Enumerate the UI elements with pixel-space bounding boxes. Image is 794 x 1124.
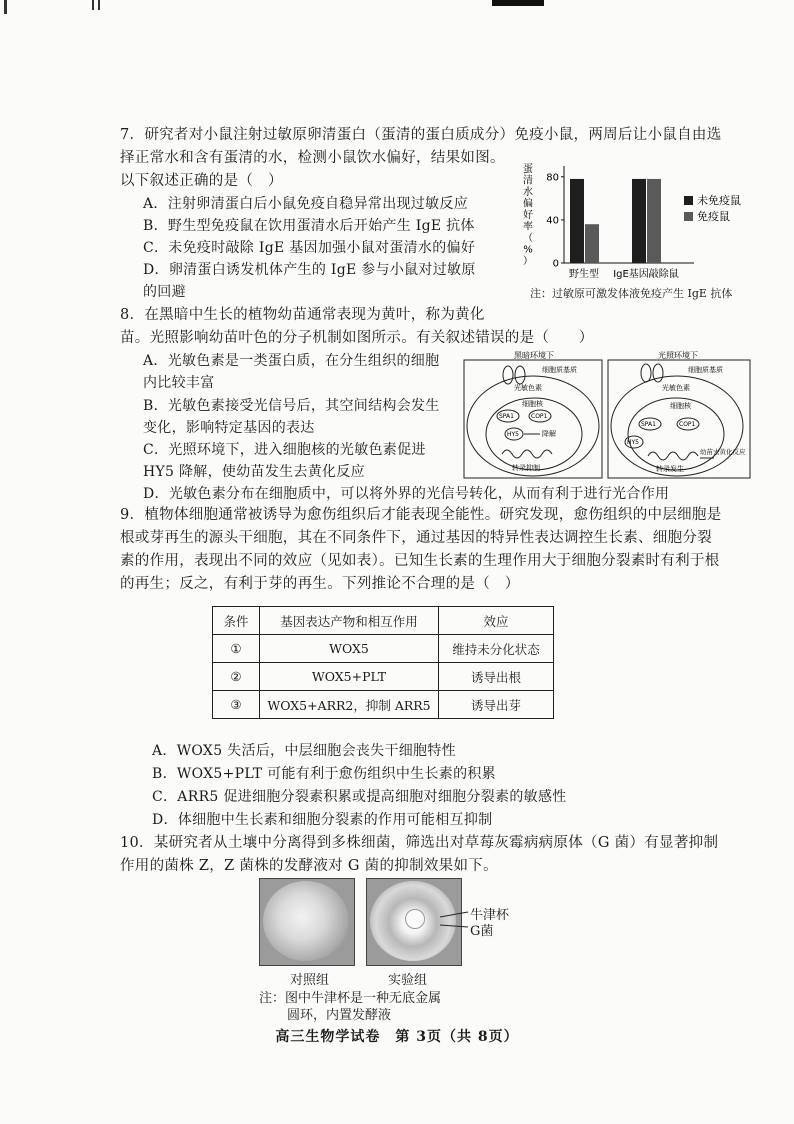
legend (684, 193, 741, 223)
q9-line-2: 根或芽再生的源头干细胞，其在不同条件下，通过基因的特异性表达调控生长素、细胞分裂 (120, 530, 712, 546)
table-cell: WOX5 (260, 635, 439, 663)
table-row (213, 663, 554, 691)
page-footer: 高三生物学试卷 第 3页（共 8页） (275, 1029, 519, 1045)
caption-experiment: 实验组 (388, 973, 428, 988)
bar-unimmunized (632, 179, 646, 263)
dark-tx-label: 转录抑制 (512, 464, 540, 472)
table-row (213, 635, 554, 663)
q7-line-3: 以下叙述正确的是（ ） (120, 173, 283, 189)
label-oxford-cup: 牛津杯 (470, 908, 510, 923)
q10-note-line-2: 圆环，内置发酵液 (287, 1008, 392, 1023)
preference-bar-chart (518, 160, 774, 285)
y-axis-label-char: （ (523, 233, 533, 244)
light-deetiolation-label: 幼苗去黄化反应 (700, 448, 746, 456)
scan-mark-left2 (92, 0, 94, 10)
y-axis-label-char: 好 (523, 210, 533, 221)
q8-line-2: 苗。光照影响幼苗叶色的分子机制如图所示。有关叙述错误的是（ ） (120, 330, 594, 346)
q8-option-b-cont: 变化，影响特定基因的表达 (143, 420, 315, 436)
y-axis-label-char: 偏 (523, 198, 533, 210)
y-axis-label-char: 蛋 (523, 164, 533, 175)
control-dish-photo (259, 878, 355, 966)
q9-table (212, 606, 554, 719)
dark-membrane-label: 细胞质基质 (542, 366, 577, 374)
scan-mark-left (4, 0, 7, 14)
table-cell: WOX5+ARR2，抑制 ARR5 (260, 691, 439, 719)
scan-mark-top (492, 0, 544, 6)
y-axis-label-char: 水 (523, 187, 533, 198)
light-tx-label: 转录发生 (656, 465, 684, 473)
light-dna (648, 452, 698, 460)
table-header-cell: 基因表达产物和相互作用 (260, 607, 439, 635)
q8-option-b: B．光敏色素接受光信号后，其空间结构会发生 (143, 398, 440, 414)
dark-title: 黑暗环境下 (514, 351, 554, 360)
q7-option-a: A．注射卵清蛋白后小鼠免疫自稳异常出现过敏反应 (143, 196, 469, 212)
legend-label: 未免疫鼠 (697, 194, 741, 207)
label-line-g (440, 925, 468, 927)
dark-pigment-label: 光敏色素 (514, 384, 542, 392)
q7-option-b: B．野生型免疫鼠在饮用蛋清水后开始产生 IgE 抗体 (143, 218, 475, 234)
y-tick-label: 80 (546, 172, 559, 184)
q10-line-1: 10．某研究者从土壤中分离得到多株细菌，筛选出对草莓灰霉病病原体（G 菌）有显著抑制 (120, 835, 719, 851)
light-nucleus-label: 细胞核 (670, 402, 691, 410)
q8-option-d: D．光敏色素分布在细胞质中，可以将外界的光信号转化，从而有利于进行光合作用 (143, 486, 670, 502)
label-line-cup (440, 912, 468, 917)
table-row (213, 691, 554, 719)
q7-line-2: 择正常水和含有蛋清的水，检测小鼠饮水偏好，结果如图。 (120, 150, 505, 166)
dark-pigment-1 (503, 366, 513, 384)
table-cell: ② (213, 663, 260, 691)
dark-degrade-label: 降解 (542, 430, 556, 438)
category-label: IgE基因敲除鼠 (613, 269, 679, 280)
q8-option-c: C．光照环境下，进入细胞核的光敏色素促进 (143, 442, 426, 458)
light-title: 光照环境下 (658, 351, 698, 360)
q10-note-line-1: 注：图中牛津杯是一种无底金属 (259, 991, 442, 1006)
oxford-cup (405, 909, 425, 929)
q9-option-a: A．WOX5 失活后，中层细胞会丧失干细胞特性 (152, 743, 456, 759)
dark-cop-label: COP1 (531, 413, 548, 420)
light-hy5-label: HY5 (627, 439, 639, 446)
control-dish (263, 881, 349, 961)
q7-line-1: 7．研究者对小鼠注射过敏原卵清蛋白（蛋清的蛋白质成分）免疫小鼠，两周后让小鼠自由选 (120, 127, 722, 143)
q9-line-1: 9．植物体细胞通常被诱导为愈伤组织后才能表现全能性。研究发现，愈伤组织的中层细胞是 (120, 507, 722, 523)
y-tick-label: 40 (546, 215, 559, 227)
phytochrome-diagram (462, 350, 774, 480)
table-header-cell: 效应 (439, 607, 554, 635)
q8-option-a: A．光敏色素是一类蛋白质，在分生组织的细胞 (143, 353, 440, 369)
q9-option-b: B．WOX5+PLT 可能有利于愈伤组织中生长素的积累 (152, 766, 496, 782)
legend-label: 免疫鼠 (697, 210, 730, 223)
light-pigment-label: 光敏色素 (662, 384, 690, 392)
q9-option-c: C．ARR5 促进细胞分裂素积累或提高细胞对细胞分裂素的敏感性 (152, 789, 567, 805)
q9-line-3: 素的作用，表现出不同的效应（见如表）。已知生长素的生理作用大于细胞分裂素时有利于根 (120, 553, 720, 569)
q9-option-d: D．体细胞中生长素和细胞分裂素的作用可能相互抑制 (152, 812, 493, 828)
light-cop-label: COP1 (679, 421, 696, 428)
scan-mark-left3 (98, 0, 100, 10)
table-cell: 诱导出芽 (439, 691, 554, 719)
q9-line-4: 的再生；反之，有利于芽的再生。下列推论不合理的是（ ） (120, 576, 520, 592)
table-cell: 诱导出根 (439, 663, 554, 691)
dark-spa-label: SPA1 (499, 413, 514, 420)
q8-line-1: 8．在黑暗中生长的植物幼苗通常表现为黄叶，称为黄化 (120, 307, 485, 323)
dark-dna (502, 450, 552, 458)
dark-pigment-2 (515, 366, 525, 384)
y-axis-label-char: 率 (523, 221, 533, 233)
y-axis-label-char: 清 (523, 175, 533, 187)
q7-option-d: D．卵清蛋白诱发机体产生的 IgE 参与小鼠对过敏原 (143, 262, 476, 278)
bar-immunized (585, 224, 599, 263)
q8-option-a-cont: 内比较丰富 (143, 375, 215, 391)
y-axis-label-group (523, 163, 533, 267)
table-cell: 维持未分化状态 (439, 635, 554, 663)
chart-note: 注：过敏原可激发体液免疫产生 IgE 抗体 (530, 287, 733, 300)
table-cell: ① (213, 635, 260, 663)
bar-unimmunized (570, 179, 584, 263)
legend-swatch (684, 212, 693, 221)
legend-swatch (684, 196, 693, 205)
category-labels (569, 267, 679, 280)
q7-option-d-cont: 的回避 (143, 284, 186, 300)
y-axis-label-char: % (523, 244, 533, 256)
light-membrane-label: 细胞质基质 (688, 366, 723, 374)
light-pigment-1 (641, 364, 651, 382)
light-pigment-2 (653, 364, 663, 382)
table-cell: WOX5+PLT (260, 663, 439, 691)
dark-nucleus-label: 细胞核 (522, 400, 543, 408)
bar-immunized (647, 179, 661, 263)
bars-group (570, 179, 661, 263)
light-spa-label: SPA1 (641, 421, 656, 428)
ticks-group (546, 172, 564, 269)
label-lines (440, 905, 470, 935)
table-cell: ③ (213, 691, 260, 719)
table-header-row (213, 607, 554, 635)
dark-hy5-label: HY5 (507, 431, 519, 438)
q10-line-2: 作用的菌株 Z，Z 菌株的发酵液对 G 菌的抑制效果如下。 (120, 858, 498, 874)
y-tick-label: 0 (552, 258, 559, 270)
label-g-bacteria: G菌 (470, 924, 494, 939)
q7-option-c: C．未免疫时敲除 IgE 基因加强小鼠对蛋清水的偏好 (143, 240, 476, 256)
table-header-cell: 条件 (213, 607, 260, 635)
y-axis-label-char: ） (523, 256, 533, 267)
category-label: 野生型 (569, 269, 599, 280)
caption-control: 对照组 (290, 973, 330, 988)
q8-option-c-cont: HY5 降解，使幼苗发生去黄化反应 (143, 464, 365, 480)
